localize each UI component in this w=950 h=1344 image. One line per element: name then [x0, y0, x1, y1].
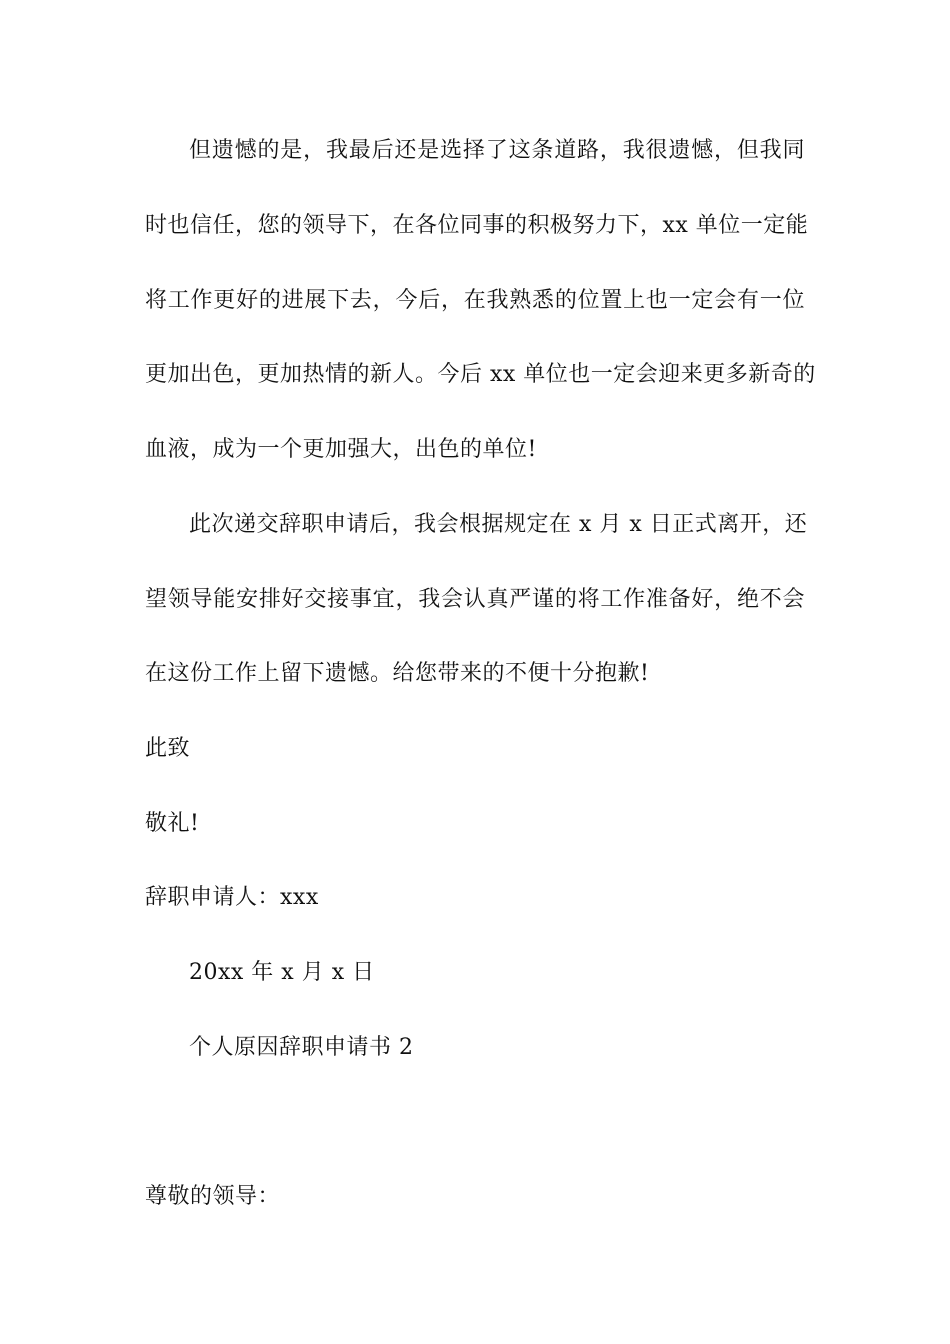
paragraph2-line3: 在这份工作上留下遗憾。给您带来的不便十分抱歉! [145, 661, 650, 686]
paragraph2-line2: 望领导能安排好交接事宜，我会认真严谨的将工作准备好，绝不会 [145, 587, 805, 612]
applicant-signature: 辞职申请人：xxx [145, 885, 319, 910]
paragraph1-line4: 更加出色，更加热情的新人。今后 xx 单位也一定会迎来更多新奇的 [145, 362, 816, 387]
signature-date: 20xx 年 x 月 x 日 [189, 960, 375, 985]
paragraph2-line1: 此次递交辞职申请后，我会根据规定在 x 月 x 日正式离开，还 [189, 512, 808, 537]
salutation: 尊敬的领导： [145, 1184, 281, 1209]
closing-line2: 敬礼! [145, 811, 200, 836]
paragraph1-line1: 但遗憾的是，我最后还是选择了这条道路，我很遗憾，但我同 [189, 138, 805, 163]
paragraph1-line3: 将工作更好的进展下去，今后，在我熟悉的位置上也一定会有一位 [145, 288, 805, 313]
closing-line1: 此致 [145, 736, 191, 761]
section-title: 个人原因辞职申请书 2 [189, 1035, 414, 1060]
paragraph1-line2: 时也信任，您的领导下，在各位同事的积极努力下，xx 单位一定能 [145, 213, 809, 238]
paragraph1-line5: 血液，成为一个更加强大，出色的单位! [145, 437, 537, 462]
